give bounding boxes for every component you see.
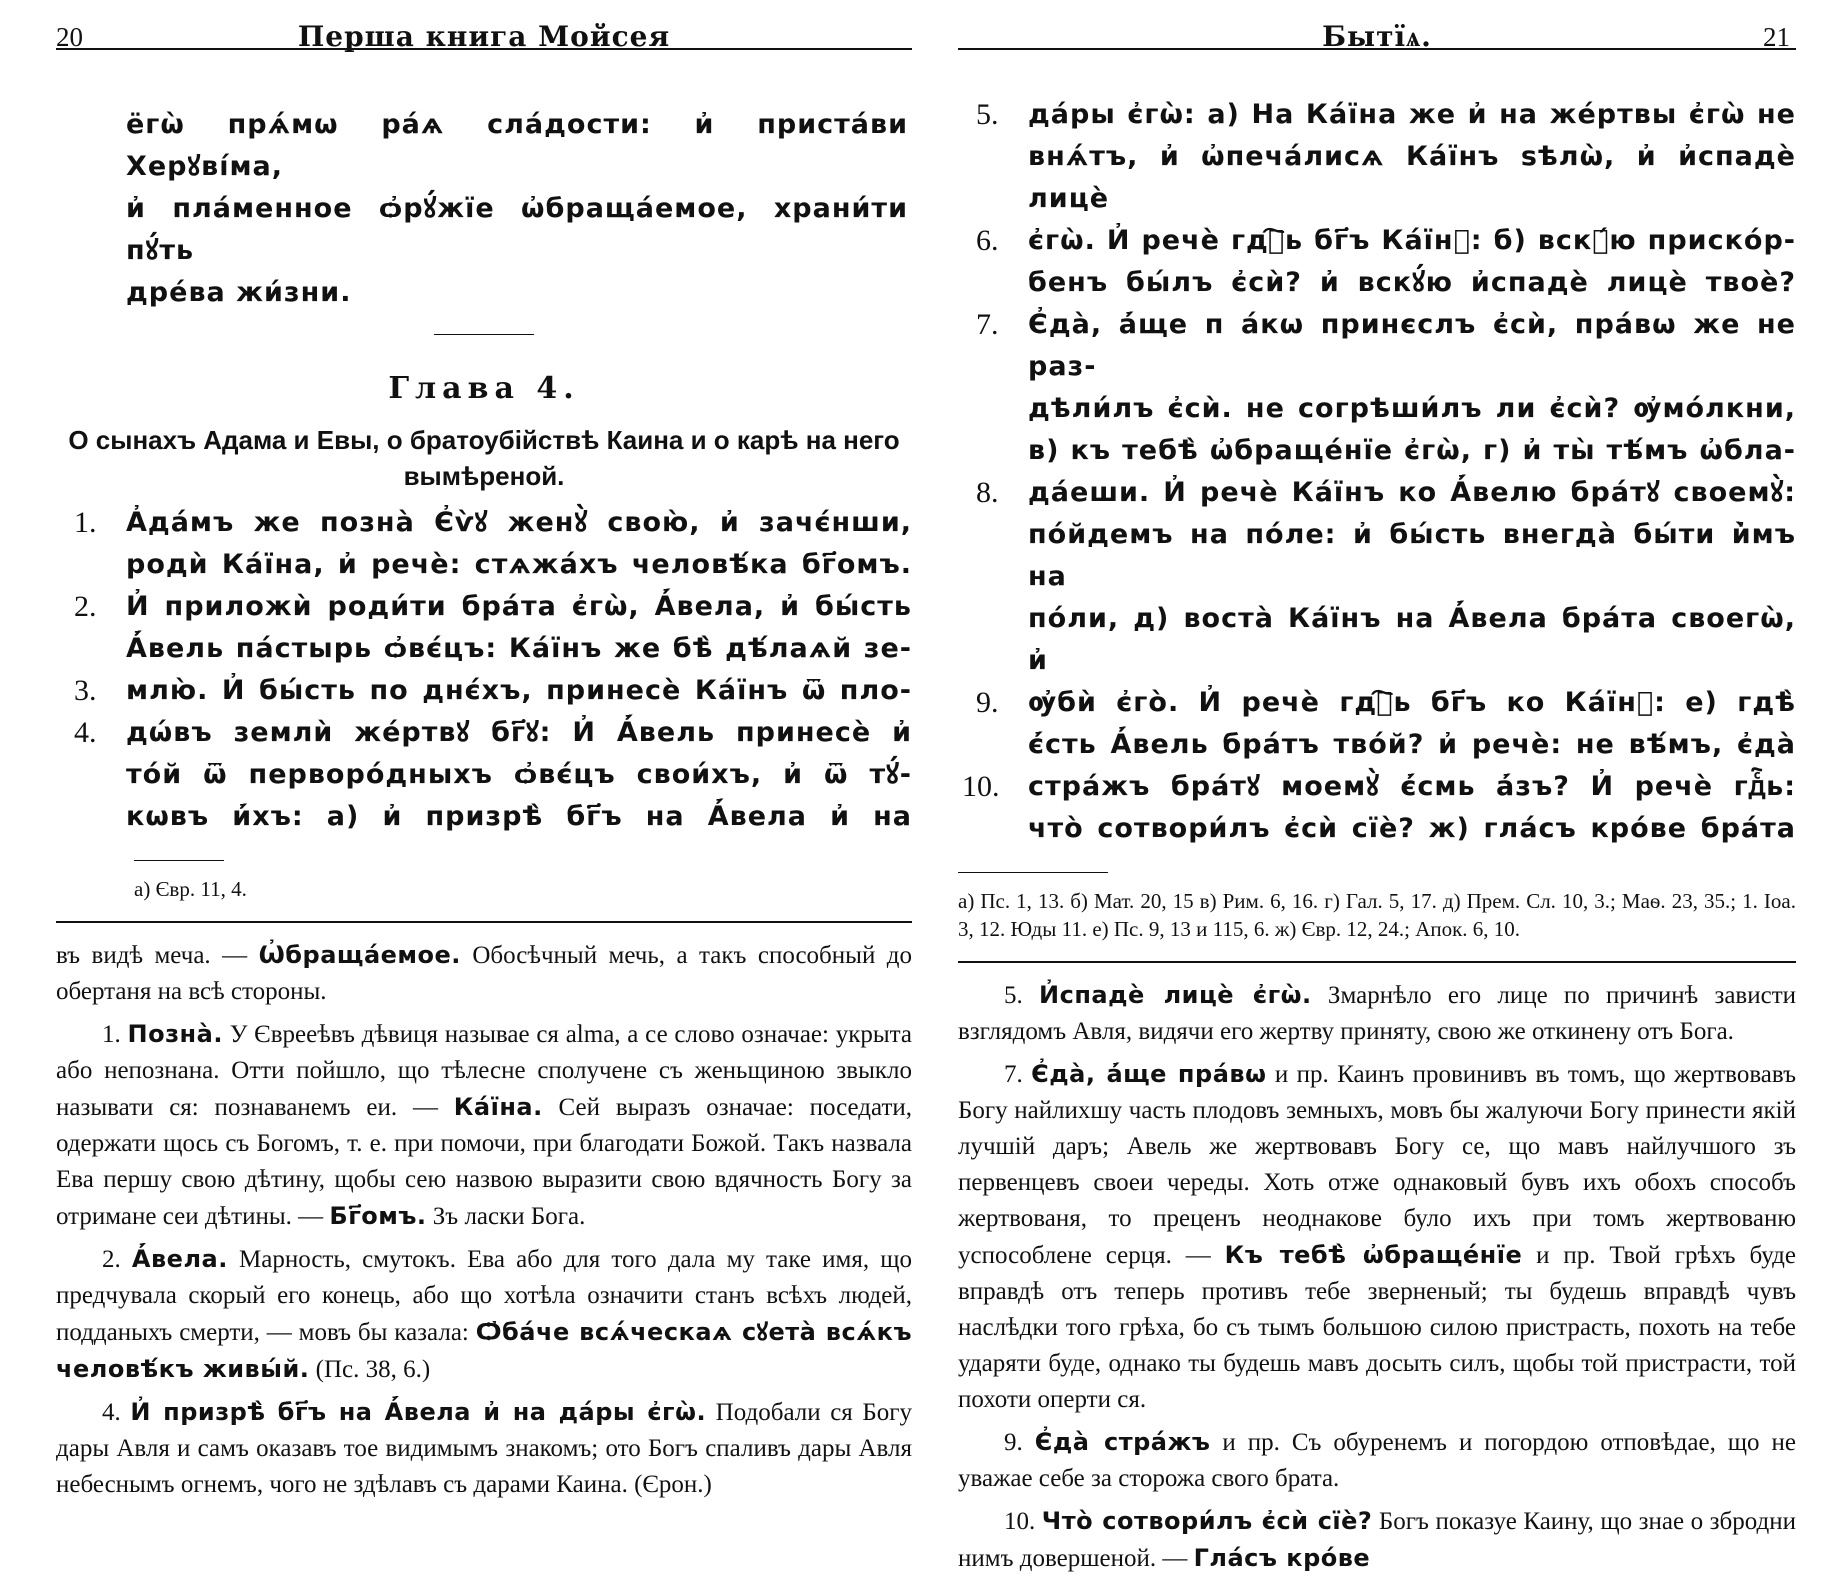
scripture-line: ѹ҆бѝ є҆го̀. И҆ речѐ гдⷭ҇ь бг҃ъ ко Ка́їнꙋ: е) гдѣ̀ — [1028, 687, 1796, 718]
scripture-line: є҆гѡ̀. И҆ речѐ гдⷭ҇ь бг҃ъ Ка́їнꙋ: б) вскꙋ́ю приско́р- — [1028, 225, 1796, 256]
commentary-term: Є҆да̀, а҆́ще пра́вѡ — [1031, 1060, 1267, 1088]
verse-line — [958, 94, 1796, 136]
commentary-term: Бг҃омъ. — [329, 1202, 427, 1230]
verse-2 — [56, 586, 912, 670]
verse-line — [958, 220, 1796, 262]
scripture-line: є҆́сть А҆́вель бра́тъ тво́й? и҆ речѐ: не вѣ́мъ, є҆да̀ — [1028, 729, 1796, 760]
scripture-line: дѡ́въ землѝ же́ртвꙋ бг҃ꙋ: И҆ А҆́вель принесѐ и҆ — [126, 717, 912, 748]
commentary-text: Сей выразъ означае: поседати, одержати щось съ Богомъ, т. е. при помочи, при благодати Божой. Такъ назвала Ева першу свою дѣтину, щобы сею назвою выразити свою вдячность Богу за отримане сеи дѣтины. — — [56, 1094, 912, 1230]
commentary-paragraph — [958, 1424, 1796, 1497]
scripture-line: дѣли́лъ є҆сѝ. не согрѣши́лъ ли є҆сѝ? ѹ҆мо́лкни, — [1028, 393, 1796, 424]
verse-number: 5. — [976, 98, 999, 131]
commentary-divider — [56, 921, 912, 923]
verse-line — [958, 430, 1796, 472]
commentary-text: 5. — [1004, 982, 1039, 1009]
right-running-head — [958, 0, 1796, 53]
verse-line — [958, 766, 1796, 808]
scripture-line: то́й ѿ перворо́дныхъ ѻ҆вє́цъ свои́хъ, и҆ ѿ тꙋ́- — [126, 759, 912, 790]
verse-number: 2. — [74, 590, 97, 623]
verse-number: 6. — [976, 224, 999, 257]
verse-line — [958, 304, 1796, 388]
commentary-text: Обосѣчный мечь, а такъ способный до обертаня на всѣ стороны. — [56, 942, 912, 1005]
left-running-head — [56, 0, 912, 53]
commentary-term: Къ тебѣ̀ ѡ҆браще́нїе — [1224, 1241, 1523, 1269]
verse-3 — [56, 670, 912, 712]
commentary-paragraph — [56, 937, 912, 1010]
commentary-text: Змарнѣло его лице по причинѣ зависти взглядомъ Авля, видячи его жертву приняту, свою же откинену отъ Бога. — [958, 982, 1797, 1045]
right-page — [958, 0, 1797, 1572]
commentary-text: 9. — [1004, 1429, 1035, 1456]
scripture-line: по́йдемъ на по́ле: и҆ бы́сть внегда̀ бы́ти и҆̀мъ на — [1028, 519, 1796, 592]
right-commentary — [958, 977, 1796, 1577]
verse-line — [958, 262, 1796, 304]
scripture-line: внѧ́тъ, и҆ ѡ҆печа́лисѧ Ка́їнъ ѕѣлѡ̀, и҆ и҆спадѐ лицѐ — [1028, 141, 1796, 214]
left-commentary — [56, 937, 912, 1503]
footnote-rule — [958, 872, 1108, 873]
scripture-line: да́ры є҆гѡ̀: а) На Ка́їна же и҆ на же́ртвы є҆гѡ̀ не — [1028, 99, 1796, 130]
commentary-paragraph — [958, 1503, 1796, 1577]
commentary-term: И҆ призрѣ̀ бг҃ъ на А҆́вела и҆ на да́ры є҆гѡ̀. — [130, 1398, 707, 1426]
verse-number: 10. — [962, 770, 1000, 803]
commentary-text: въ видѣ меча. — — [56, 942, 259, 969]
scripture-line: А҆́вель па́стырь ѻ҆вє́цъ: Ка́їнъ же бѣ̀ дѣ́лаѧй зе- — [126, 633, 912, 664]
scripture-line: кѡвъ и҆́хъ: а) и҆ призрѣ̀ бг҃ъ на А҆́вела и҆ на — [126, 801, 912, 832]
right-running-title: Бытїѧ. — [1322, 20, 1432, 53]
scripture-line: по́ли, д) воста̀ Ка́їнъ на А҆́вела бра́та своегѡ̀, и҆ — [1028, 603, 1796, 676]
scripture-line: в) къ тебѣ̀ ѡ҆браще́нїе є҆гѡ̀, г) и҆ ты̀ тѣ́мъ ѡ҆бла- — [1028, 435, 1796, 466]
commentary-text: и пр. Твой грѣхъ буде вправдѣ отъ теперь противъ тебе зверненый; ты будешь вправдѣ чувъ наслѣдки того грѣха, бо съ тымъ большою силою пристрасть, похоть на тебе ударяти буде, однако ты будешь мавъ досыть силъ, щобы той пристрасти, той похоти оперти ся. — [958, 1242, 1796, 1413]
commentary-term: Ѡ҆браща́емое. — [258, 941, 461, 969]
scripture-line: млю̀. И҆ бы́сть по днє́хъ, принесѐ Ка́їнъ ѿ пло- — [126, 675, 912, 706]
chapter-separator — [434, 334, 534, 335]
commentary-text: и пр. Каинъ провинивъ въ томъ, що жертвовавъ Богу найлихшу часть плодовъ земныхъ, мовъ бы жалуючи Богу принести якій лучшій даръ; Авель же жертвовавъ Богу се, що мавъ найлучшого зъ первенцевъ своеи череды. Хоть отже однаковый бувъ ихъ обохъ способъ жертвованя, то преценъ неоднакове було ихъ при томъ жертвованю успособлене серця. — — [958, 1061, 1796, 1269]
commentary-text: и пр. Съ обуренемъ и погордою отповѣдае, що не уважае себе за сторожа свого брата. — [958, 1429, 1796, 1492]
verse-list — [56, 502, 912, 838]
footnote-rule — [134, 860, 224, 861]
scripture-line: да́еши. И҆ речѐ Ка́їнъ ко А҆́велю бра́тꙋ своемꙋ̀: — [1028, 477, 1796, 508]
commentary-paragraph — [958, 1056, 1796, 1418]
commentary-divider — [958, 961, 1796, 963]
scripture-line: дре́ва жи́зни. — [126, 277, 352, 308]
commentary-text: 7. — [1004, 1061, 1032, 1088]
commentary-paragraph — [56, 1016, 912, 1235]
scripture-line: Є҆да̀, а҆́ще п а́кѡ принєслъ є҆сѝ, пра́вѡ же не раз- — [1028, 309, 1796, 382]
verse-1 — [56, 502, 912, 586]
right-footnotes: а) Пс. 1, 13. б) Мат. 20, 15 в) Рим. 6, 16. г) Гал. 5, 17. д) Прем. Сл. 10, 3.; Маѳ. 23, 35.; 1. Іоа. 3, 12. Юды 11. е) Пс. 9, 13 и 115, 6. ж) Євр. 12, 24.; Апок. 6, 10. — [958, 889, 1796, 941]
scripture-line: ёгѡ̀ прѧ́мѡ ра́ѧ сла́дости: и҆ приста́ви Херꙋві́ма, — [126, 109, 908, 182]
verse-number: 1. — [74, 506, 97, 539]
verse-line — [958, 388, 1796, 430]
right-page-number: 21 — [1763, 22, 1790, 52]
verse-list — [958, 94, 1796, 850]
left-running-title: Перша книга Мойсея — [297, 20, 671, 53]
commentary-text: (Пс. 38, 6.) — [309, 1356, 431, 1383]
scripture-line: стра́жъ бра́тꙋ моемꙋ̀ є҆́смь а҆́зъ? И҆ речѐ гдⷭ҇ь: — [1028, 771, 1796, 802]
commentary-text: 10. — [1004, 1508, 1042, 1535]
commentary-text: 1. — [102, 1021, 128, 1048]
verse-number: 9. — [976, 686, 999, 719]
verse-line — [958, 472, 1796, 514]
commentary-paragraph — [56, 1241, 912, 1388]
commentary-term: Позна̀. — [127, 1020, 223, 1048]
commentary-term: Гла́съ кро́ве — [1193, 1544, 1371, 1572]
commentary-text: Зъ ласки Бога. — [426, 1203, 586, 1230]
chapter-subtitle: О сынахъ Адама и Евы, о братоубійствѣ Каина и о карѣ на него вымѣреной. — [68, 425, 900, 491]
verse-number: 3. — [74, 674, 97, 707]
commentary-text: 2. — [102, 1246, 132, 1273]
commentary-paragraph — [56, 1394, 912, 1503]
left-page — [56, 0, 912, 1500]
scripture-line: бенъ бы́лъ є҆сѝ? и҆ вскꙋ́ю и҆спадѐ лицѐ твоѐ? — [1028, 267, 1796, 298]
commentary-paragraph — [958, 977, 1796, 1050]
commentary-term: А҆́вела. — [131, 1245, 228, 1273]
chapter-heading: Глава 4. — [388, 371, 580, 406]
commentary-text: Подобали ся Богу дары Авля и самъ оказавъ тое видимымъ знакомъ; ото Богъ спаливъ дары Авля небеснымъ огнемъ, чого не здѣлавъ съ дарами Каина. (Єрон.) — [56, 1399, 912, 1498]
scripture-line: родѝ Ка́їна, и҆ речѐ: стѧжа́хъ человѣ́ка бг҃омъ. — [126, 549, 912, 580]
commentary-text: У Єврееѣвъ дѣвиця называе ся alma, а се слово означае: укрыта або непознана. Отти пойшло, що тѣлесне сполучене съ женьщиною звыкло называти ся: познаванемъ еи. — — [56, 1021, 913, 1121]
verse-number: 4. — [74, 716, 97, 749]
verse-4 — [56, 712, 912, 838]
verse-line — [958, 598, 1796, 682]
left-page-number: 20 — [56, 22, 83, 52]
commentary-text: Богъ показуе Каину, що знае о збродни нимъ довершеной. — — [958, 1508, 1797, 1572]
commentary-term: Что̀ сотвори́лъ є҆сѝ сїѐ? — [1041, 1507, 1373, 1535]
commentary-term: И҆спадѐ лицѐ є҆гѡ̀. — [1039, 981, 1312, 1009]
left-footnote: а) Євр. 11, 4. — [134, 877, 247, 901]
scripture-line: и҆ пла́менное ѻ҆рꙋ́жїе ѡ҆браща́емое, храни́ти пꙋ́ть — [126, 193, 908, 266]
verse-line — [958, 136, 1796, 220]
commentary-term: Є҆да̀ стра́жъ — [1034, 1428, 1211, 1456]
commentary-term: Ѻ҆ба́че всѧ́ческаѧ сꙋета̀ всѧ́къ человѣ́къ живы́й. — [56, 1318, 912, 1383]
verse-line — [958, 808, 1796, 850]
previous-chapter-ending — [56, 104, 912, 314]
commentary-text: 4. — [102, 1399, 131, 1426]
verse-line — [958, 724, 1796, 766]
scripture-line: А҆да́мъ же позна̀ Є҆ѵ̀ꙋ женꙋ̀ свою̀, и҆ зачє́нши, — [126, 507, 912, 538]
commentary-term: Ка́їна. — [453, 1093, 543, 1121]
verse-number: 8. — [976, 476, 999, 509]
scripture-line: что̀ сотвори́лъ є҆сѝ сїѐ? ж) гла́съ кро́ве бра́та — [1028, 813, 1796, 844]
verse-line — [958, 682, 1796, 724]
commentary-text: Марность, смутокъ. Ева або для того дала му таке имя, що предчувала скорый его конець, або що хотѣла означити станъ всѣхъ людей, подданыхъ смерти, — мовъ бы казала: — [56, 1246, 912, 1346]
verse-number: 7. — [976, 308, 999, 341]
scripture-line: И҆ приложѝ роди́ти бра́та є҆гѡ̀, А҆́вела, и҆ бы́сть — [126, 591, 912, 622]
verse-line — [958, 514, 1796, 598]
